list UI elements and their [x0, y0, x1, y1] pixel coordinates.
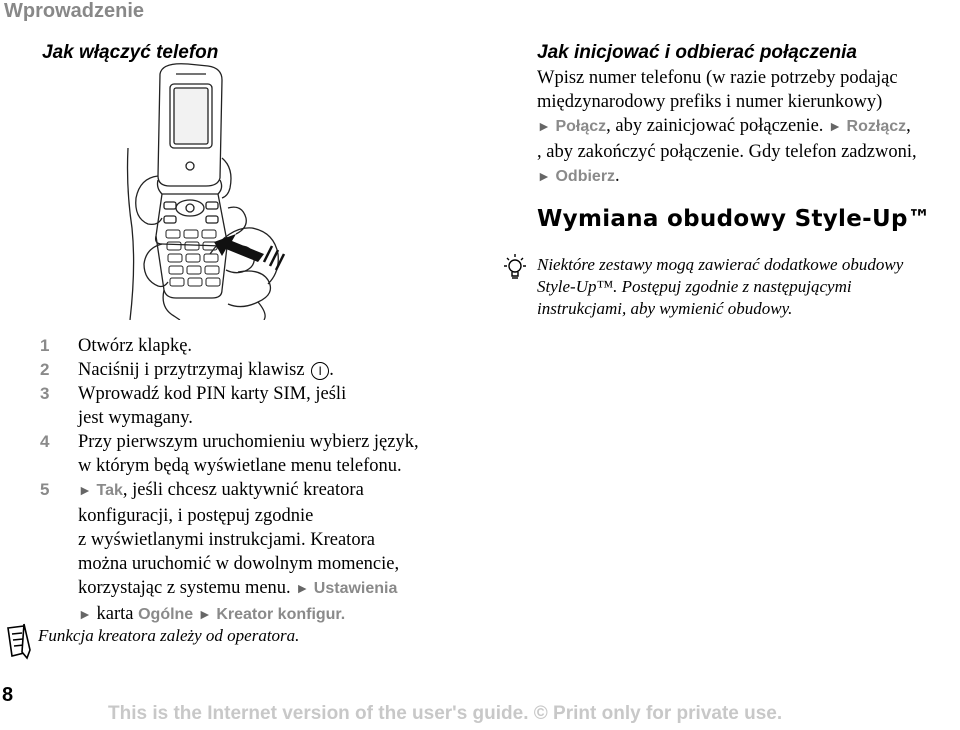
step-number: 3: [40, 384, 50, 403]
step-3: [40, 382, 510, 430]
step-line: Przy pierwszym uruchomieniu wybierz język,: [78, 432, 419, 452]
arrow-icon: ►: [828, 120, 842, 135]
note-pen-icon: [4, 622, 32, 662]
step-line: konfiguracji, i postępuj zgodnie: [78, 506, 314, 526]
arrow-icon: ►: [295, 582, 310, 597]
step-number: 1: [40, 336, 50, 355]
note-text: Funkcja kreatora zależy od operatora.: [38, 626, 300, 645]
menu-command: Tak: [96, 482, 123, 499]
step-text-part: korzystając z systemu menu.: [78, 578, 291, 598]
style-up-heading: Wymiana obudowy Style-Up™: [537, 206, 932, 232]
step-number: 5: [40, 480, 50, 499]
menu-command: Kreator konfigur.: [216, 606, 346, 623]
paragraph-line: [537, 164, 957, 190]
step-text: [78, 478, 510, 628]
step-line: [78, 478, 510, 504]
step-line: [78, 576, 510, 602]
step-line: można uruchomić w dowolnym momencie,: [78, 554, 400, 574]
page-number: 8: [2, 684, 14, 706]
call-paragraph: [537, 66, 957, 190]
step-4: [40, 430, 510, 478]
step-number: 4: [40, 432, 50, 451]
step-text: [78, 358, 510, 382]
arrow-icon: ►: [78, 484, 92, 499]
footer-notice: This is the Internet version of the user's guide. © Print only for private use.: [108, 703, 783, 724]
paragraph-part: , aby zainicjować połączenie.: [606, 116, 824, 136]
step-line: jest wymagany.: [78, 408, 193, 428]
step-number: 2: [40, 360, 50, 379]
arrow-icon: ►: [537, 120, 551, 135]
paragraph-line: Wpisz numer telefonu (w razie potrzeby podając: [537, 68, 898, 88]
paragraph-part: .: [615, 166, 620, 186]
step-text-part: Naciśnij i przytrzymaj klawisz: [78, 360, 305, 380]
menu-command: Ogólne: [138, 606, 194, 623]
left-heading: Jak włączyć telefon: [42, 42, 219, 63]
step-text-part: karta: [96, 604, 134, 624]
steps-list: [40, 334, 510, 628]
tip-line: Style-Up™. Postępuj zgodnie z następującymi: [537, 277, 852, 296]
arrow-icon: ►: [197, 608, 212, 623]
lightbulb-icon: [500, 252, 530, 284]
step-line: z wyświetlanymi instrukcjami. Kreatora: [78, 530, 375, 550]
step-1: [40, 334, 510, 358]
step-text: [78, 430, 510, 478]
step-text-part: , jeśli chcesz uaktywnić kreatora: [122, 480, 364, 500]
section-title: Wprowadzenie: [4, 0, 145, 22]
menu-command: Odbierz: [555, 168, 616, 185]
menu-command: Połącz: [555, 118, 607, 135]
menu-command: Ustawienia: [313, 580, 398, 597]
paragraph-line: międzynarodowy prefiks i numer kierunkowy): [537, 92, 883, 112]
paragraph-part: ,: [906, 116, 911, 136]
paragraph-line: [537, 114, 957, 140]
tip-text: [537, 254, 957, 320]
step-line: Wprowadź kod PIN karty SIM, jeśli: [78, 384, 347, 404]
step-text: Otwórz klapkę.: [78, 336, 193, 356]
step-5: [40, 478, 510, 628]
right-heading: Jak inicjować i odbierać połączenia: [537, 42, 857, 63]
step-text-part: .: [329, 360, 334, 380]
menu-command: Rozłącz: [846, 118, 907, 135]
tip-line: Niektóre zestawy mogą zawierać dodatkowe obudowy: [537, 255, 904, 274]
phone-in-hand-illustration: [118, 58, 288, 320]
step-2: [40, 358, 510, 382]
arrow-icon: ►: [78, 608, 92, 623]
arrow-icon: ►: [537, 170, 551, 185]
tip-line: instrukcjami, aby wymienić obudowy.: [537, 299, 793, 318]
paragraph-line: [537, 140, 957, 164]
step-line: w którym będą wyświetlane menu telefonu.: [78, 456, 402, 476]
paragraph-part: , aby zakończyć połączenie. Gdy telefon zadzwoni,: [537, 142, 917, 162]
step-text: [78, 382, 510, 430]
power-key-icon: I: [311, 362, 329, 380]
